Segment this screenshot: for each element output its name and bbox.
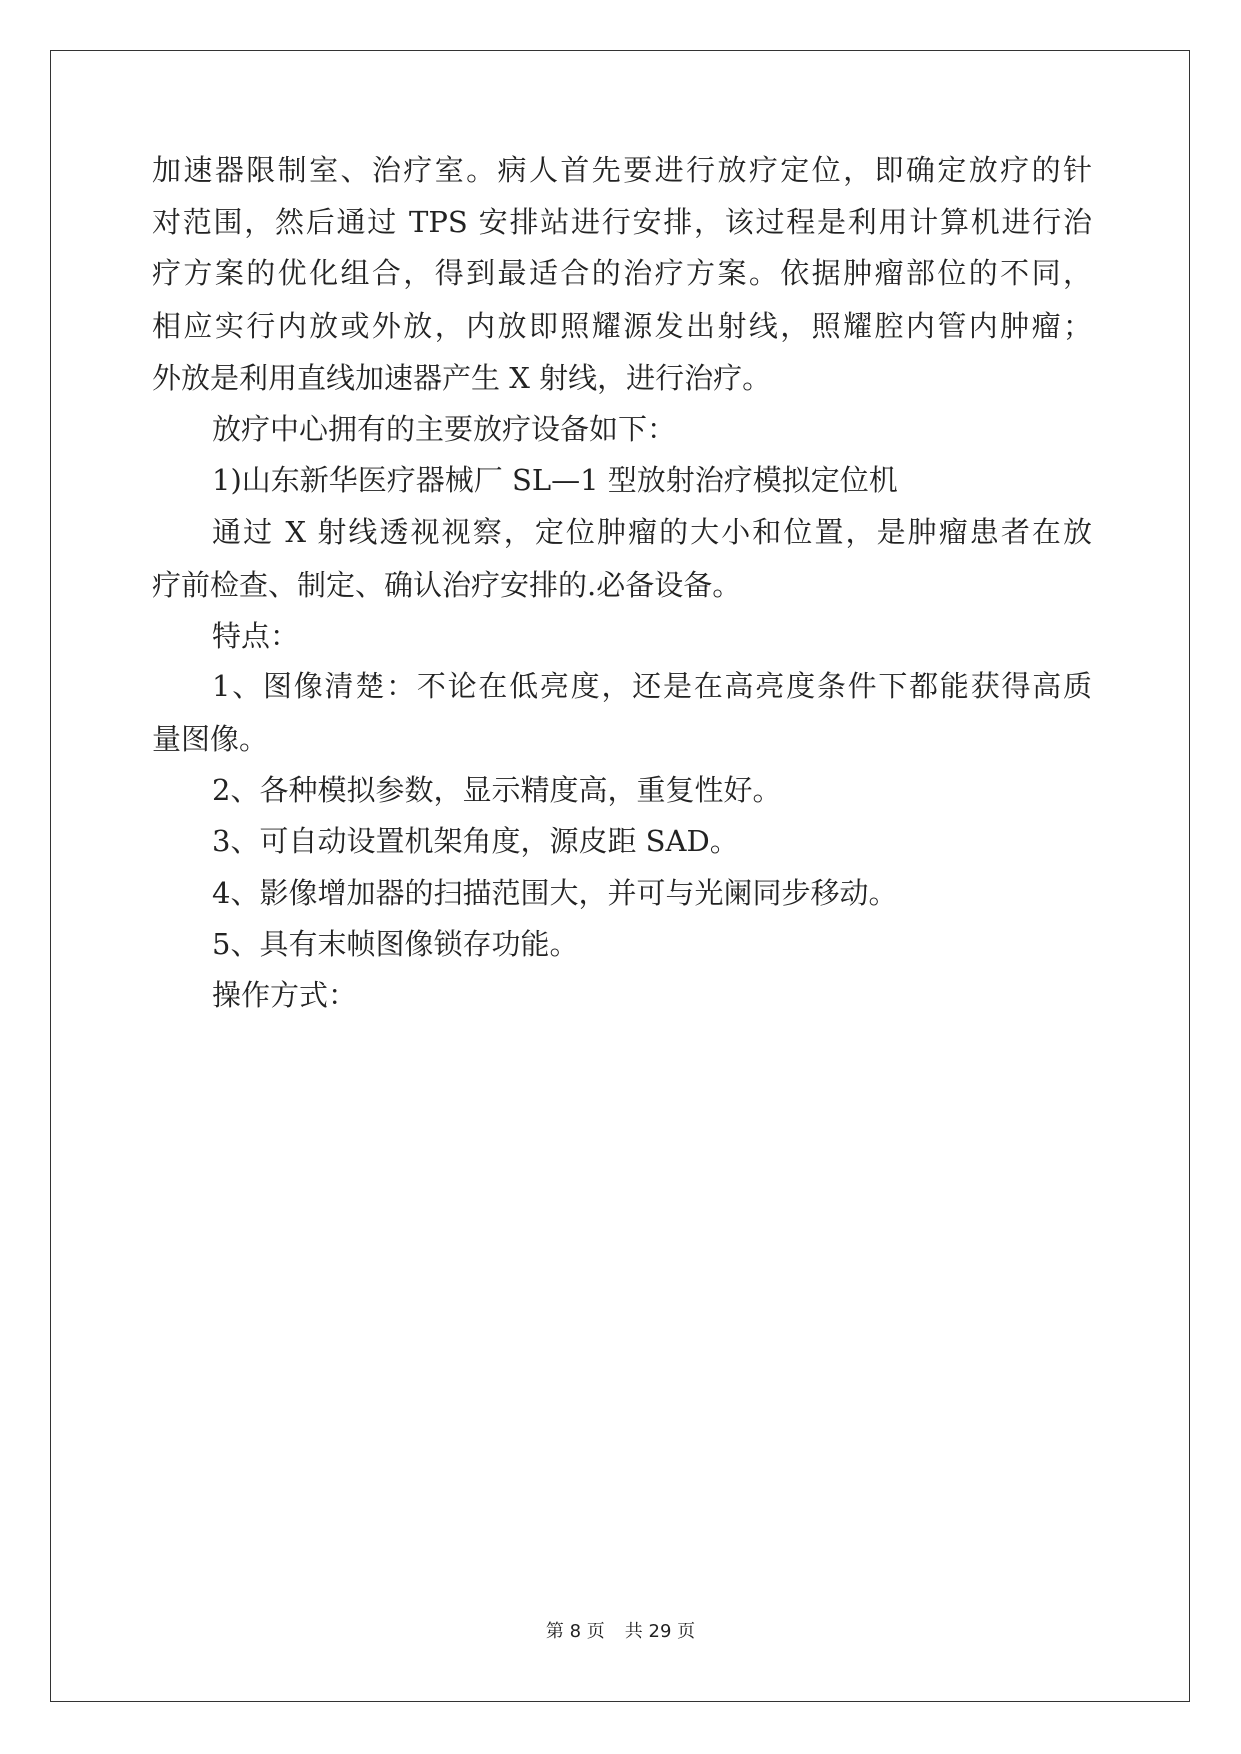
body-line-7: 1)山东新华医疗器械厂 SL—1 型放射治疗模拟定位机 <box>212 463 898 498</box>
body-line-1: 加速器限制室、治疗室。病人首先要进行放疗定位，即确定放疗的针 <box>152 153 1092 188</box>
body-line-9: 疗前检查、制定、确认治疗安排的.必备设备。 <box>152 567 742 602</box>
body-line-12: 量图像。 <box>152 721 269 756</box>
body-line-6: 放疗中心拥有的主要放疗设备如下： <box>212 411 677 446</box>
page-number: 第 8 页 <box>545 1621 605 1642</box>
body-line-2: 对范围，然后通过 TPS 安排站进行安排，该过程是利用计算机进行治 <box>152 204 1092 239</box>
body-line-16: 5、具有末帧图像锁存功能。 <box>212 926 579 961</box>
body-line-4: 相应实行内放或外放，内放即照耀源发出射线，照耀腔内管内肿瘤； <box>152 309 1092 344</box>
body-line-11: 1、图像清楚：不论在低亮度，还是在高亮度条件下都能获得高质 <box>212 668 1092 703</box>
body-line-15: 4、影像增加器的扫描范围大，并可与光阑同步移动。 <box>212 875 898 910</box>
body-line-10: 特点： <box>212 618 300 653</box>
body-line-3: 疗方案的优化组合，得到最适合的治疗方案。依据肿瘤部位的不同， <box>152 256 1092 291</box>
body-line-14: 3、可自动设置机架角度，源皮距 SAD。 <box>212 824 739 859</box>
body-line-5: 外放是利用直线加速器产生 X 射线，进行治疗。 <box>152 360 772 395</box>
body-line-13: 2、各种模拟参数，显示精度高，重复性好。 <box>212 772 782 807</box>
body-line-17: 操作方式： <box>212 978 358 1013</box>
page-footer <box>0 1620 1241 1644</box>
body-line-8: 通过 X 射线透视视察，定位肿瘤的大小和位置，是肿瘤患者在放 <box>212 514 1092 549</box>
page-total: 共 29 页 <box>624 1621 696 1642</box>
